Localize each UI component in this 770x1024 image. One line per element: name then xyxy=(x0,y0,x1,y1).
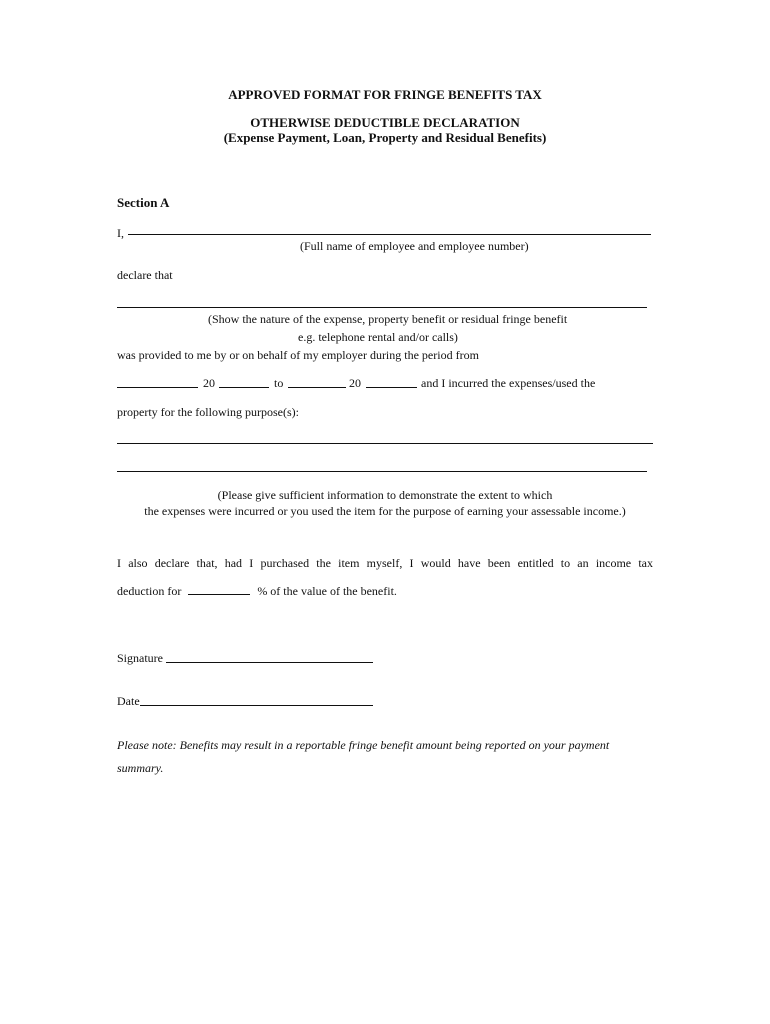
period-start-year-field[interactable] xyxy=(219,387,269,388)
also-declare-word: entitled xyxy=(517,556,554,570)
provided-text: was provided to me by or on behalf of my employer during the period from xyxy=(117,348,479,362)
also-declare-word: I xyxy=(117,556,121,570)
benefit-nature-caption: (Show the nature of the expense, property benefit or residual fringe benefit xyxy=(208,312,568,326)
also-declare-word: I xyxy=(409,556,414,570)
also-declare-word: purchased xyxy=(260,556,310,570)
percent-tail-text: % of the value of the benefit. xyxy=(257,584,397,598)
also-declare-word: the xyxy=(316,556,331,570)
purpose-text: property for the following purpose(s): xyxy=(117,405,299,419)
period-to-text: to xyxy=(274,376,284,390)
i-label: I, xyxy=(117,226,124,240)
signature-label: Signature xyxy=(117,651,163,665)
also-declare-word: to xyxy=(560,556,571,570)
benefit-nature-field[interactable] xyxy=(117,307,647,308)
period-start-field[interactable] xyxy=(117,387,198,388)
also-declare-word: been xyxy=(487,556,511,570)
section-a-heading: Section A xyxy=(117,195,170,210)
deduction-row xyxy=(117,584,397,599)
info-caption-line-2: the expenses were incurred or you used the item for the purpose of earning your assessable income.) xyxy=(144,504,626,518)
form-subtitle: OTHERWISE DEDUCTIBLE DECLARATION xyxy=(250,115,520,130)
also-declare-word: would xyxy=(420,556,451,570)
period-end-year-field[interactable] xyxy=(366,387,417,388)
payment-summary-note-line-2: summary. xyxy=(117,761,164,775)
employee-name-field[interactable] xyxy=(128,234,651,235)
info-caption-line-1: (Please give sufficient information to demonstrate the extent to which xyxy=(217,488,553,502)
also-declare-word: have xyxy=(457,556,481,570)
form-title: APPROVED FORMAT FOR FRINGE BENEFITS TAX xyxy=(228,87,542,102)
also-declare-word: item xyxy=(338,556,360,570)
also-declare-word: that, xyxy=(196,556,218,570)
also-declare-word: tax xyxy=(638,556,653,570)
form-subtitle-benefit-types: (Expense Payment, Loan, Property and Residual Benefits) xyxy=(223,130,547,145)
purpose-field-line-1[interactable] xyxy=(117,443,653,444)
date-label: Date xyxy=(117,694,140,708)
purpose-field-line-2[interactable] xyxy=(117,471,647,472)
benefit-nature-example: e.g. telephone rental and/or calls) xyxy=(298,330,458,344)
period-start-century: 20 xyxy=(203,376,215,390)
deduction-for-text: deduction for xyxy=(117,584,182,598)
period-end-field[interactable] xyxy=(288,387,346,388)
period-end-century: 20 xyxy=(349,376,361,390)
also-declare-word: income xyxy=(595,556,632,570)
payment-summary-note-line-1: Please note: Benefits may result in a reportable fringe benefit amount being reported on your payment xyxy=(117,738,610,752)
also-declare-word: also xyxy=(128,556,148,570)
deduction-percent-field[interactable] xyxy=(188,584,250,595)
period-tail-text: and I incurred the expenses/used the xyxy=(421,376,596,390)
also-declare-word: an xyxy=(577,556,589,570)
also-declare-word: had xyxy=(224,556,243,570)
also-declare-word: declare xyxy=(154,556,190,570)
declare-that-text: declare that xyxy=(117,268,173,282)
also-declare-word: I xyxy=(249,556,254,570)
signature-field[interactable] xyxy=(166,662,373,663)
also-declare-text xyxy=(117,556,653,571)
date-field[interactable] xyxy=(140,705,373,706)
employee-name-caption: (Full name of employee and employee number) xyxy=(300,239,529,253)
also-declare-word: myself, xyxy=(366,556,403,570)
